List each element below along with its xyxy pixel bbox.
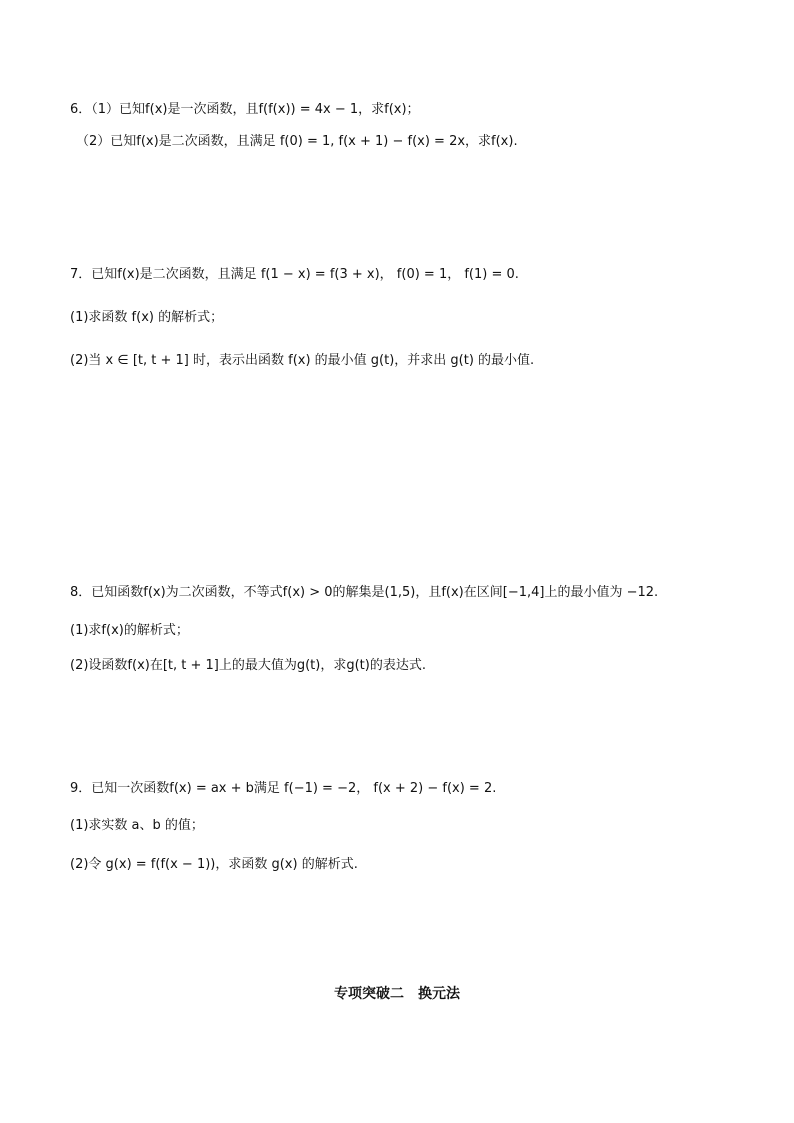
- problem-9-part-2: (2)令 g(x) = f(f(x − 1))，求函数 g(x) 的解析式.: [70, 857, 358, 872]
- section-title: 专项突破二 换元法: [334, 986, 460, 1002]
- problem-8-statement: 8．已知函数f(x)为二次函数，不等式f(x) > 0的解集是(1,5)，且f(x)在区间[−1,4]上的最小值为 −12.: [70, 585, 659, 600]
- problem-8-part-2: (2)设函数f(x)在[t, t + 1]上的最大值为g(t)，求g(t)的表达式.: [70, 658, 426, 673]
- problem-7-statement: 7．已知f(x)是二次函数，且满足 f(1 − x) = f(3 + x)， f(0) = 1， f(1) = 0.: [70, 267, 519, 282]
- problem-6-part-1: 6．（1）已知f(x)是一次函数，且f(f(x)) = 4x − 1，求f(x)；: [70, 102, 420, 117]
- problem-9-part-1: (1)求实数 a、b 的值；: [70, 818, 204, 833]
- problem-6-part-2: （2）已知f(x)是二次函数，且满足 f(0) = 1, f(x + 1) − f(x) = 2x，求f(x).: [76, 134, 518, 149]
- problem-7-part-1: (1)求函数 f(x) 的解析式；: [70, 310, 224, 325]
- problem-7-part-2: (2)当 x ∈ [t, t + 1] 时，表示出函数 f(x) 的最小值 g(t)，并求出 g(t) 的最小值.: [70, 353, 535, 368]
- problem-8-part-1: (1)求f(x)的解析式；: [70, 623, 189, 638]
- problem-9-statement: 9．已知一次函数f(x) = ax + b满足 f(−1) = −2， f(x + 2) − f(x) = 2.: [70, 781, 497, 796]
